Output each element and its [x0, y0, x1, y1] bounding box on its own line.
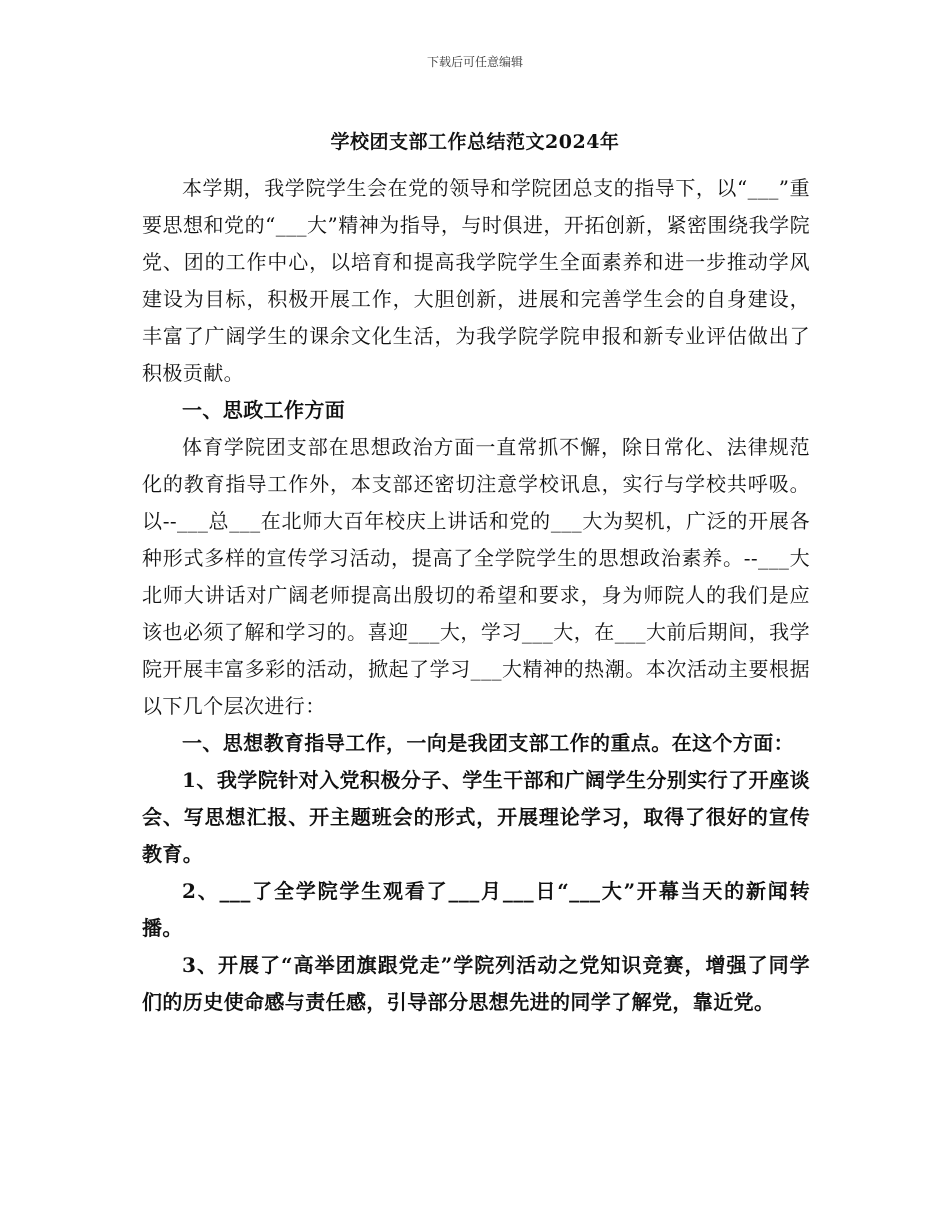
- header-note: 下载后可任意编辑: [426, 55, 523, 69]
- list-item-1: 1、我学院针对入党积极分子、学生干部和广阔学生分别实行了开座谈会、写思想汇报、开主题班会的形式，开展理论学习，取得了很好的宣传教育。: [142, 768, 810, 866]
- document-title: 学校团支部工作总结范文2024年: [330, 131, 620, 153]
- section-paragraph: 体育学院团支部在思想政治方面一直常抓不懈，除日常化、法律规范化的教育指导工作外，本支部还密切注意学校讯息，实行与学校共呼吸。以--___总___在北师大百年校庆上讲话和党的___大为契机，广泛的开展各种形式多样的宣传学习活动，提高了全学院学生的思想政治素养。--___大北师大讲话对广阔老师提高出殷切的希望和要求，身为师院人的我们是应该也必须了解和学习的。喜迎___大，学习___大，在___大前后期间，我学院开展丰富多彩的活动，掀起了学习___大精神的热潮。本次活动主要根据以下几个层次进行：: [142, 435, 810, 718]
- section-heading: 一、思政工作方面: [182, 398, 346, 422]
- list-item-2: 2、___了全学院学生观看了___月___日“___大”开幕当天的新闻转播。: [142, 879, 810, 940]
- list-item-3: 3、开展了“高举团旗跟党走”学院列活动之党知识竞赛，增强了同学们的历史使命感与责任感，引导部分思想先进的同学了解党，靠近党。: [142, 953, 810, 1014]
- document-body: [142, 170, 810, 1021]
- subsection-heading: 一、思想教育指导工作，一向是我团支部工作的重点。在这个方面：: [182, 731, 794, 755]
- intro-paragraph: 本学期，我学院学生会在党的领导和学院团总支的指导下，以“___”重要思想和党的“___大”精神为指导，与时俱进，开拓创新，紧密围绕我学院党、团的工作中心，以培育和提高我学院学生全面素养和进一步推动学风建设为目标，积极开展工作，大胆创新，进展和完善学生会的自身建设，丰富了广阔学生的课余文化生活，为我学院学院申报和新专业评估做出了积极贡献。: [142, 176, 810, 385]
